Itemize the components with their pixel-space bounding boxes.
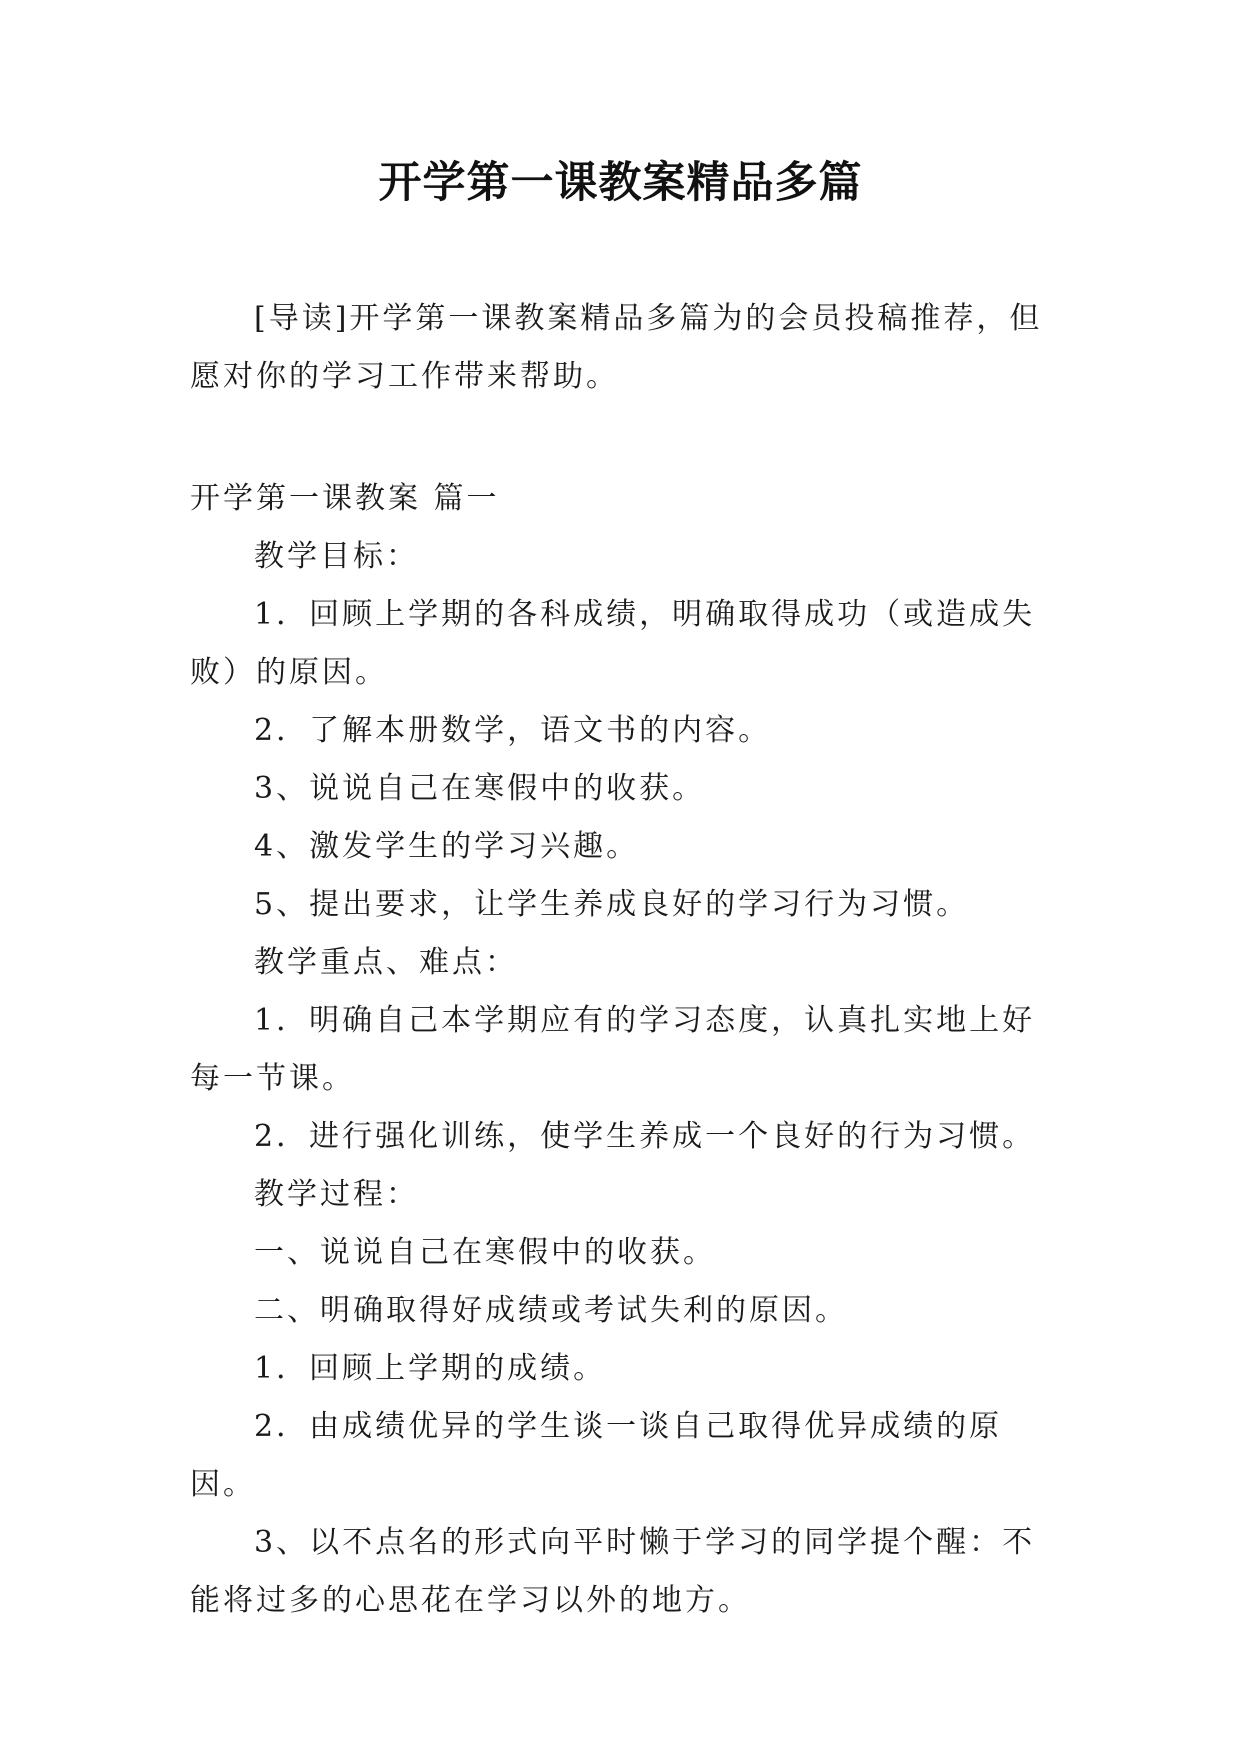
document-title: 开学第一课教案精品多篇 — [378, 158, 863, 208]
paragraph: 一、说说自己在寒假中的收获。 — [254, 1235, 716, 1270]
paragraph: 二、明确取得好成绩或考试失利的原因。 — [254, 1293, 848, 1328]
paragraph: 2．由成绩优异的学生谈一谈自己取得优异成绩的原因。 — [190, 1409, 1003, 1502]
intro-paragraph: [导读]开学第一课教案精品多篇为的会员投稿推荐，但愿对你的学习工作带来帮助。 — [190, 301, 1043, 394]
paragraph: 1．明确自己本学期应有的学习态度，认真扎实地上好每一节课。 — [190, 1003, 1036, 1096]
section-heading: 开学第一课教案 篇一 — [190, 481, 500, 516]
paragraph: 3、说说自己在寒假中的收获。 — [254, 771, 706, 806]
paragraph: 4、激发学生的学习兴趣。 — [254, 829, 640, 864]
paragraph: 5、提出要求，让学生养成良好的学习行为习惯。 — [254, 887, 970, 922]
subheading-key-points: 教学重点、难点： — [254, 945, 518, 980]
document-body — [190, 470, 1062, 1630]
paragraph: 1．回顾上学期的成绩。 — [254, 1351, 607, 1386]
paragraph: 2．进行强化训练，使学生养成一个良好的行为习惯。 — [254, 1119, 1036, 1154]
subheading-teaching-goals: 教学目标： — [254, 539, 419, 574]
paragraph: 3、以不点名的形式向平时懒于学习的同学提个醒：不能将过多的心思花在学习以外的地方。 — [190, 1525, 1036, 1618]
subheading-teaching-process: 教学过程： — [254, 1177, 419, 1212]
paragraph: 1．回顾上学期的各科成绩，明确取得成功（或造成失败）的原因。 — [190, 597, 1036, 690]
paragraph: 2．了解本册数学，语文书的内容。 — [254, 713, 772, 748]
